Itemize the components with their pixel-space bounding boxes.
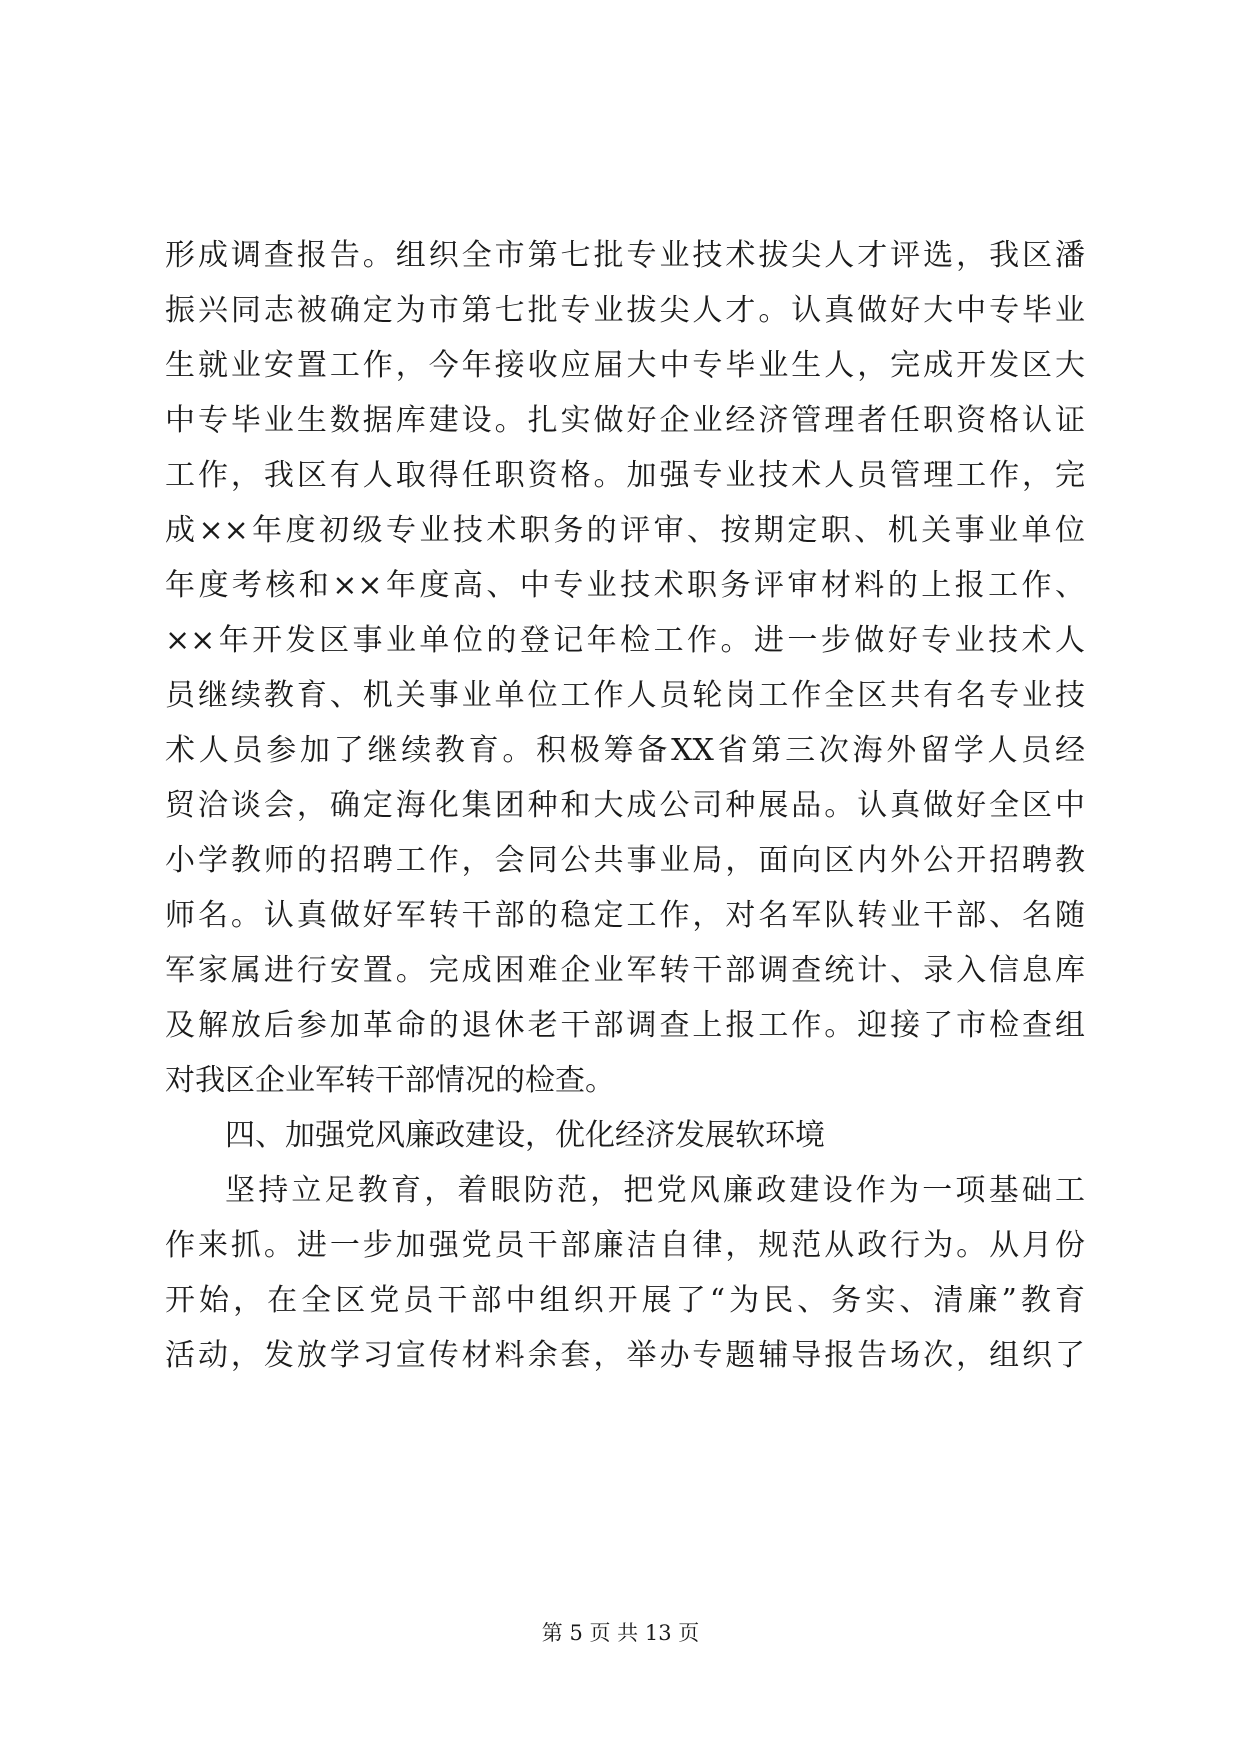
text-line: 员继续教育、机关事业单位工作人员轮岗工作全区共有名专业技	[165, 678, 1085, 713]
text-line: ××年开发区事业单位的登记年检工作。进一步做好专业技术人	[165, 623, 1085, 658]
page-footer	[0, 1618, 1241, 1648]
text-line: 生就业安置工作，今年接收应届大中专毕业生人，完成开发区大	[165, 348, 1085, 383]
text-line: 开始，在全区党员干部中组织开展了“为民、务实、清廉”教育	[165, 1283, 1085, 1318]
text-line: 术人员参加了继续教育。积极筹备XX省第三次海外留学人员经	[165, 733, 1085, 768]
text-line: 师名。认真做好军转干部的稳定工作，对名军队转业干部、名随	[165, 898, 1085, 933]
body-text	[165, 228, 1085, 1383]
page-indicator: 第 5 页 共 13 页	[541, 1621, 700, 1645]
text-line: 及解放后参加革命的退休老干部调查上报工作。迎接了市检查组	[165, 1008, 1085, 1043]
text-line: 作来抓。进一步加强党员干部廉洁自律，规范从政行为。从月份	[165, 1228, 1085, 1263]
text-line: 年度考核和××年度高、中专业技术职务评审材料的上报工作、	[165, 568, 1085, 603]
text-line: 形成调查报告。组织全市第七批专业技术拔尖人才评选，我区潘	[165, 238, 1085, 273]
text-line: 成××年度初级专业技术职务的评审、按期定职、机关事业单位	[165, 513, 1085, 548]
text-line: 坚持立足教育，着眼防范，把党风廉政建设作为一项基础工	[225, 1173, 1085, 1208]
text-line: 活动，发放学习宣传材料余套，举办专题辅导报告场次，组织了	[165, 1338, 1085, 1373]
text-line: 工作，我区有人取得任职资格。加强专业技术人员管理工作，完	[165, 458, 1085, 493]
text-line: 对我区企业军转干部情况的检查。	[165, 1063, 615, 1098]
text-line: 军家属进行安置。完成困难企业军转干部调查统计、录入信息库	[165, 953, 1085, 988]
text-line: 小学教师的招聘工作，会同公共事业局，面向区内外公开招聘教	[165, 843, 1085, 878]
text-line: 中专毕业生数据库建设。扎实做好企业经济管理者任职资格认证	[165, 403, 1085, 438]
text-line: 贸洽谈会，确定海化集团种和大成公司种展品。认真做好全区中	[165, 788, 1085, 823]
text-line: 振兴同志被确定为市第七批专业拔尖人才。认真做好大中专毕业	[165, 293, 1085, 328]
section-heading: 四、加强党风廉政建设，优化经济发展软环境	[225, 1118, 825, 1153]
